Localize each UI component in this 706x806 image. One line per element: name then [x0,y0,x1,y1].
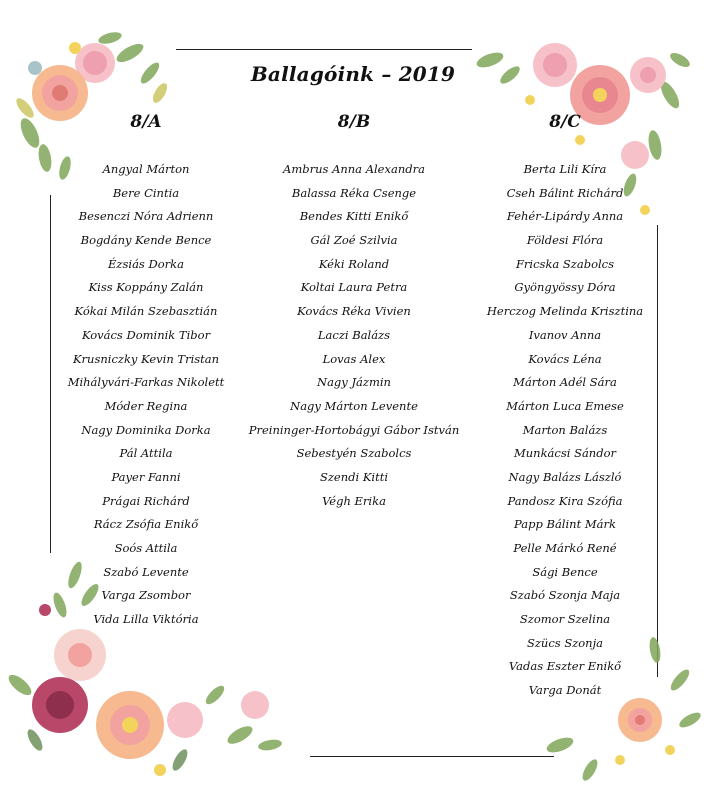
student-name: Kovács Léna [528,351,602,366]
student-name: Lovas Alex [322,351,386,366]
student-name: Pelle Márkó René [513,541,617,555]
student-name: Fricska Szabolcs [515,256,615,271]
student-name: Soós Attila [114,541,178,555]
student-name: Nagy Jázmin [317,375,391,390]
student-name: Nagy Dominika Dorka [81,422,211,437]
student-name: Gál Zoé Szilvia [310,233,398,248]
student-name: Sebestyén Szabolcs [296,446,412,461]
student-name: Koltai Laura Petra [300,280,408,295]
student-name: Végh Erika [322,493,386,508]
student-name: Papp Bálint Márk [514,517,616,532]
student-name: Móder Regina [104,398,188,413]
student-name: Kókai Milán Szebasztián [74,304,218,319]
student-name: Bendes Kitti Enikő [299,209,409,224]
student-name: Pál Attila [119,446,173,461]
student-name: Ambrus Anna Alexandra [283,162,425,176]
student-name: Prágai Richárd [102,493,190,508]
student-name: Vida Lilla Viktória [93,612,199,627]
student-name: Besenczi Nóra Adrienn [78,209,214,224]
student-name: Krusniczky Kevin Tristan [72,351,220,366]
student-name: Földesi Flóra [526,233,604,248]
student-name: Varga Donát [528,683,602,698]
student-name: Payer Fanni [111,469,181,484]
student-name: Angyal Márton [102,162,190,176]
student-name: Rácz Zsófia Enikő [93,517,199,532]
student-name: Márton Luca Emese [506,398,624,413]
student-name: Nagy Balázs László [508,469,622,484]
class-heading-8b: 8/B [337,112,371,132]
student-name: Balassa Réka Csenge [291,185,417,200]
student-name: Munkácsi Sándor [513,446,616,461]
student-name: Kovács Réka Vivien [297,304,411,319]
student-name: Pandosz Kira Szófia [507,493,623,508]
student-list-8b [244,158,464,513]
student-name: Szendi Kitti [319,469,389,484]
student-name: Szomor Szelina [519,612,611,627]
student-name: Márton Adél Sára [513,375,617,390]
student-name: Berta Lili Kíra [523,162,607,176]
student-name: Preininger-Hortobágyi Gábor István [248,422,460,437]
student-name: Laczi Balázs [317,327,391,342]
student-name: Fehér-Lipárdy Anna [506,209,624,224]
student-name: Szabó Levente [103,564,189,579]
student-name: Gyöngyössy Dóra [514,280,616,295]
student-name: Marton Balázs [522,422,608,437]
student-list-8c [455,158,675,703]
student-name: Kovács Dominik Tibor [81,327,211,342]
student-name: Bogdány Kende Bence [80,233,212,248]
page-title: Ballagóink – 2019 [250,62,456,86]
student-name: Kéki Roland [318,256,390,271]
student-name: Sági Bence [532,564,598,579]
class-heading-8c: 8/C [549,112,581,132]
student-name: Mihályvári-Farkas Nikolett [67,375,225,390]
student-name: Herczog Melinda Krisztina [486,304,644,319]
student-name: Bere Cintia [112,185,180,200]
student-name: Vadas Eszter Enikő [508,659,622,674]
student-list-8a [36,158,256,632]
student-name: Cseh Bálint Richárd [506,185,624,200]
student-name: Varga Zsombor [101,588,191,603]
student-name: Ézsiás Dorka [108,256,184,271]
frame-line-bottom [310,756,554,757]
student-name: Ivanov Anna [528,327,602,342]
student-name: Szabó Szonja Maja [509,588,621,603]
frame-line-top [176,49,472,50]
class-heading-8a: 8/A [130,112,162,132]
student-name: Kiss Koppány Zalán [88,280,204,295]
student-name: Szücs Szonja [526,635,604,650]
student-name: Nagy Márton Levente [290,398,418,413]
